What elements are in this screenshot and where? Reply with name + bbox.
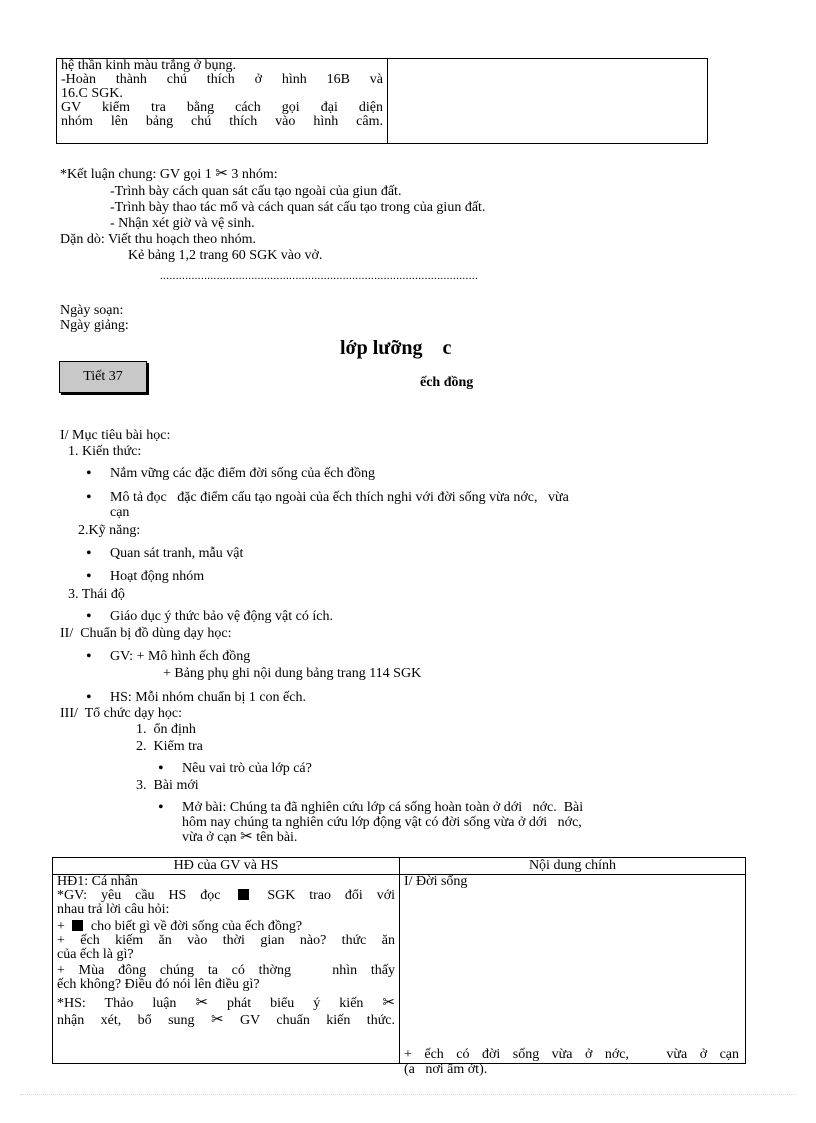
dotted-separator: ..................................................................................................... [160,270,479,282]
act-line-9 [57,996,395,1011]
act-line-3: nhau trả lời câu hỏi: [57,902,170,917]
act-line-10-a: nhận xét, bổ sung [57,1013,195,1028]
section1-sub1: 1. Kiến thức: [68,444,142,459]
page-bottom-dotted-line [20,1094,796,1095]
top-table-left-cell [57,59,388,144]
ngay-soan: Ngày soạn: [60,303,124,318]
act-line-5: + ếch kiếm ăn vào thời gian nào? thức ăn [57,933,395,948]
content-line-2: + ếch có đời sống vừa ở nớc, vừa ở cạn [404,1047,739,1062]
top-line-4: GV kiểm tra bằng cách gọi đại diện [61,100,383,115]
act-line-7: + Mùa đông chúng ta có thờng nhìn thấy [57,963,395,978]
section1-bullet-2b: cạn [110,505,130,520]
act-line-2-post: SGK trao đổi với [267,888,396,903]
conclusion-item-3: - Nhận xét giờ và vệ sinh. [110,216,255,231]
homework-label: Dặn dò: Viết thu hoạch theo nhóm. [60,232,257,247]
top-table-right-cell [388,59,708,144]
section3-intro-1: • Mở bài: Chúng ta đã nghiên cứu lớp cá sống hoàn toàn ở dới nớc. Bài [182,800,583,815]
act-line-2-pre: *GV: yêu cầu HS đọc [57,888,221,903]
scissors-icon: ✂ [211,1012,224,1028]
section3-step-2: 2. Kiểm tra [136,739,203,754]
col-header-content: Nội dung chính [400,858,746,875]
section1-sub2: 2.Kỹ năng: [78,523,141,538]
scissors-icon: ✂ [240,829,253,845]
ngay-giang: Ngày giảng: [60,318,129,333]
section3-intro-3-post: tên bài. [256,830,298,845]
conclusion-item-2: -Trình bày thao tác mổ và cách quan sát cấu tạo trong của giun đất. [110,200,486,215]
scissors-icon: ✂ [195,995,209,1011]
act-line-8: ếch không? Điều đó nói lên điều gì? [57,977,260,992]
square-icon [238,889,249,900]
class-title: lớp lưỡng c [340,337,452,359]
activity-table-row [53,875,746,1064]
section3-intro-3 [182,830,297,845]
section2-hs: • HS: Mỗi nhóm chuẩn bị 1 con ếch. [110,690,306,705]
conclusion-lead-pre: *Kết luận chung: GV gọi 1 [60,167,212,182]
period-label: Tiết 37 [83,369,123,384]
scissors-icon: ✂ [215,166,228,182]
section3-intro-2: hôm nay chúng ta nghiên cứu lớp động vật có đời sống vừa ở dới nớc, [182,815,582,830]
top-line-2: -Hoàn thành chú thích ở hình 16B và [61,72,383,87]
act-line-6: của ếch là gì? [57,947,134,962]
period-box [59,361,147,393]
section1-bullet-4: • Hoạt động nhóm [110,569,204,584]
act-line-9-b: phát biểu ý kiến [227,996,364,1011]
section1-title: I/ Mục tiêu bài học: [60,428,171,443]
section3-question: • Nêu vai trò của lớp cá? [182,761,312,776]
section2-title: II/ Chuẩn bị đồ dùng dạy học: [60,626,232,641]
section3-title: III/ Tổ chức dạy học: [60,706,183,721]
content-line-1: I/ Đời sống [404,874,468,889]
act-line-4 [57,920,395,934]
content-cell [400,874,746,1077]
activity-table [52,857,746,1077]
section2-gv-2: + Bảng phụ ghi nội dung bảng trang 114 SGK [163,666,422,681]
homework-item: Kẻ bảng 1,2 trang 60 SGK vào vở. [128,248,323,263]
act-line-2 [57,889,395,903]
act-line-10-b: GV chuẩn kiến thức. [240,1013,396,1028]
act-line-1: HĐ1: Cá nhân [57,874,138,889]
conclusion-item-1: -Trình bày cách quan sát cấu tạo ngoài của giun đất. [110,184,402,199]
section3-intro-3-pre: vừa ở cạn [182,830,237,845]
conclusion-lead [60,167,278,182]
top-line-1: hệ thần kinh màu trắng ở bụng. [61,58,236,73]
section1-sub3: 3. Thái độ [68,587,125,602]
section3-step-1: 1. ổn định [136,722,196,737]
top-line-3: 16.C SGK. [61,86,123,101]
square-icon [72,920,83,931]
act-line-4-post: cho biết gì về đời sống của ếch đồng? [90,919,303,934]
content-line-3: (a nơi ẩm ớt). [404,1062,488,1077]
section1-bullet-2a: • Mô tả đọc đặc điểm cấu tạo ngoài của ếch thích nghi với đời sống vừa nớc, vừa [110,490,569,505]
scissors-icon: ✂ [382,995,395,1011]
col-header-activities: HĐ của GV và HS [53,858,400,875]
act-line-9-a: *HS: Thảo luận [57,996,177,1011]
activity-table-header [53,858,746,875]
conclusion-lead-post: 3 nhóm: [231,167,278,182]
section3-step-3: 3. Bài mới [136,778,199,793]
section2-gv-1: • GV: + Mô hình ếch đồng [110,649,250,664]
act-line-10 [57,1013,395,1028]
lesson-title: ếch đồng [420,375,474,390]
section1-bullet-1: • Nắm vững các đặc điểm đời sống của ếch đồng [110,466,375,481]
act-line-4-pre: + [57,919,65,934]
top-line-5: nhóm lên bảng chú thích vào hình câm. [61,114,383,129]
activity-cell [53,875,400,1064]
section1-bullet-5: • Giáo dục ý thức bảo vệ động vật có ích. [110,609,333,624]
top-table [56,58,708,144]
section1-bullet-3: • Quan sát tranh, mẫu vật [110,546,243,561]
